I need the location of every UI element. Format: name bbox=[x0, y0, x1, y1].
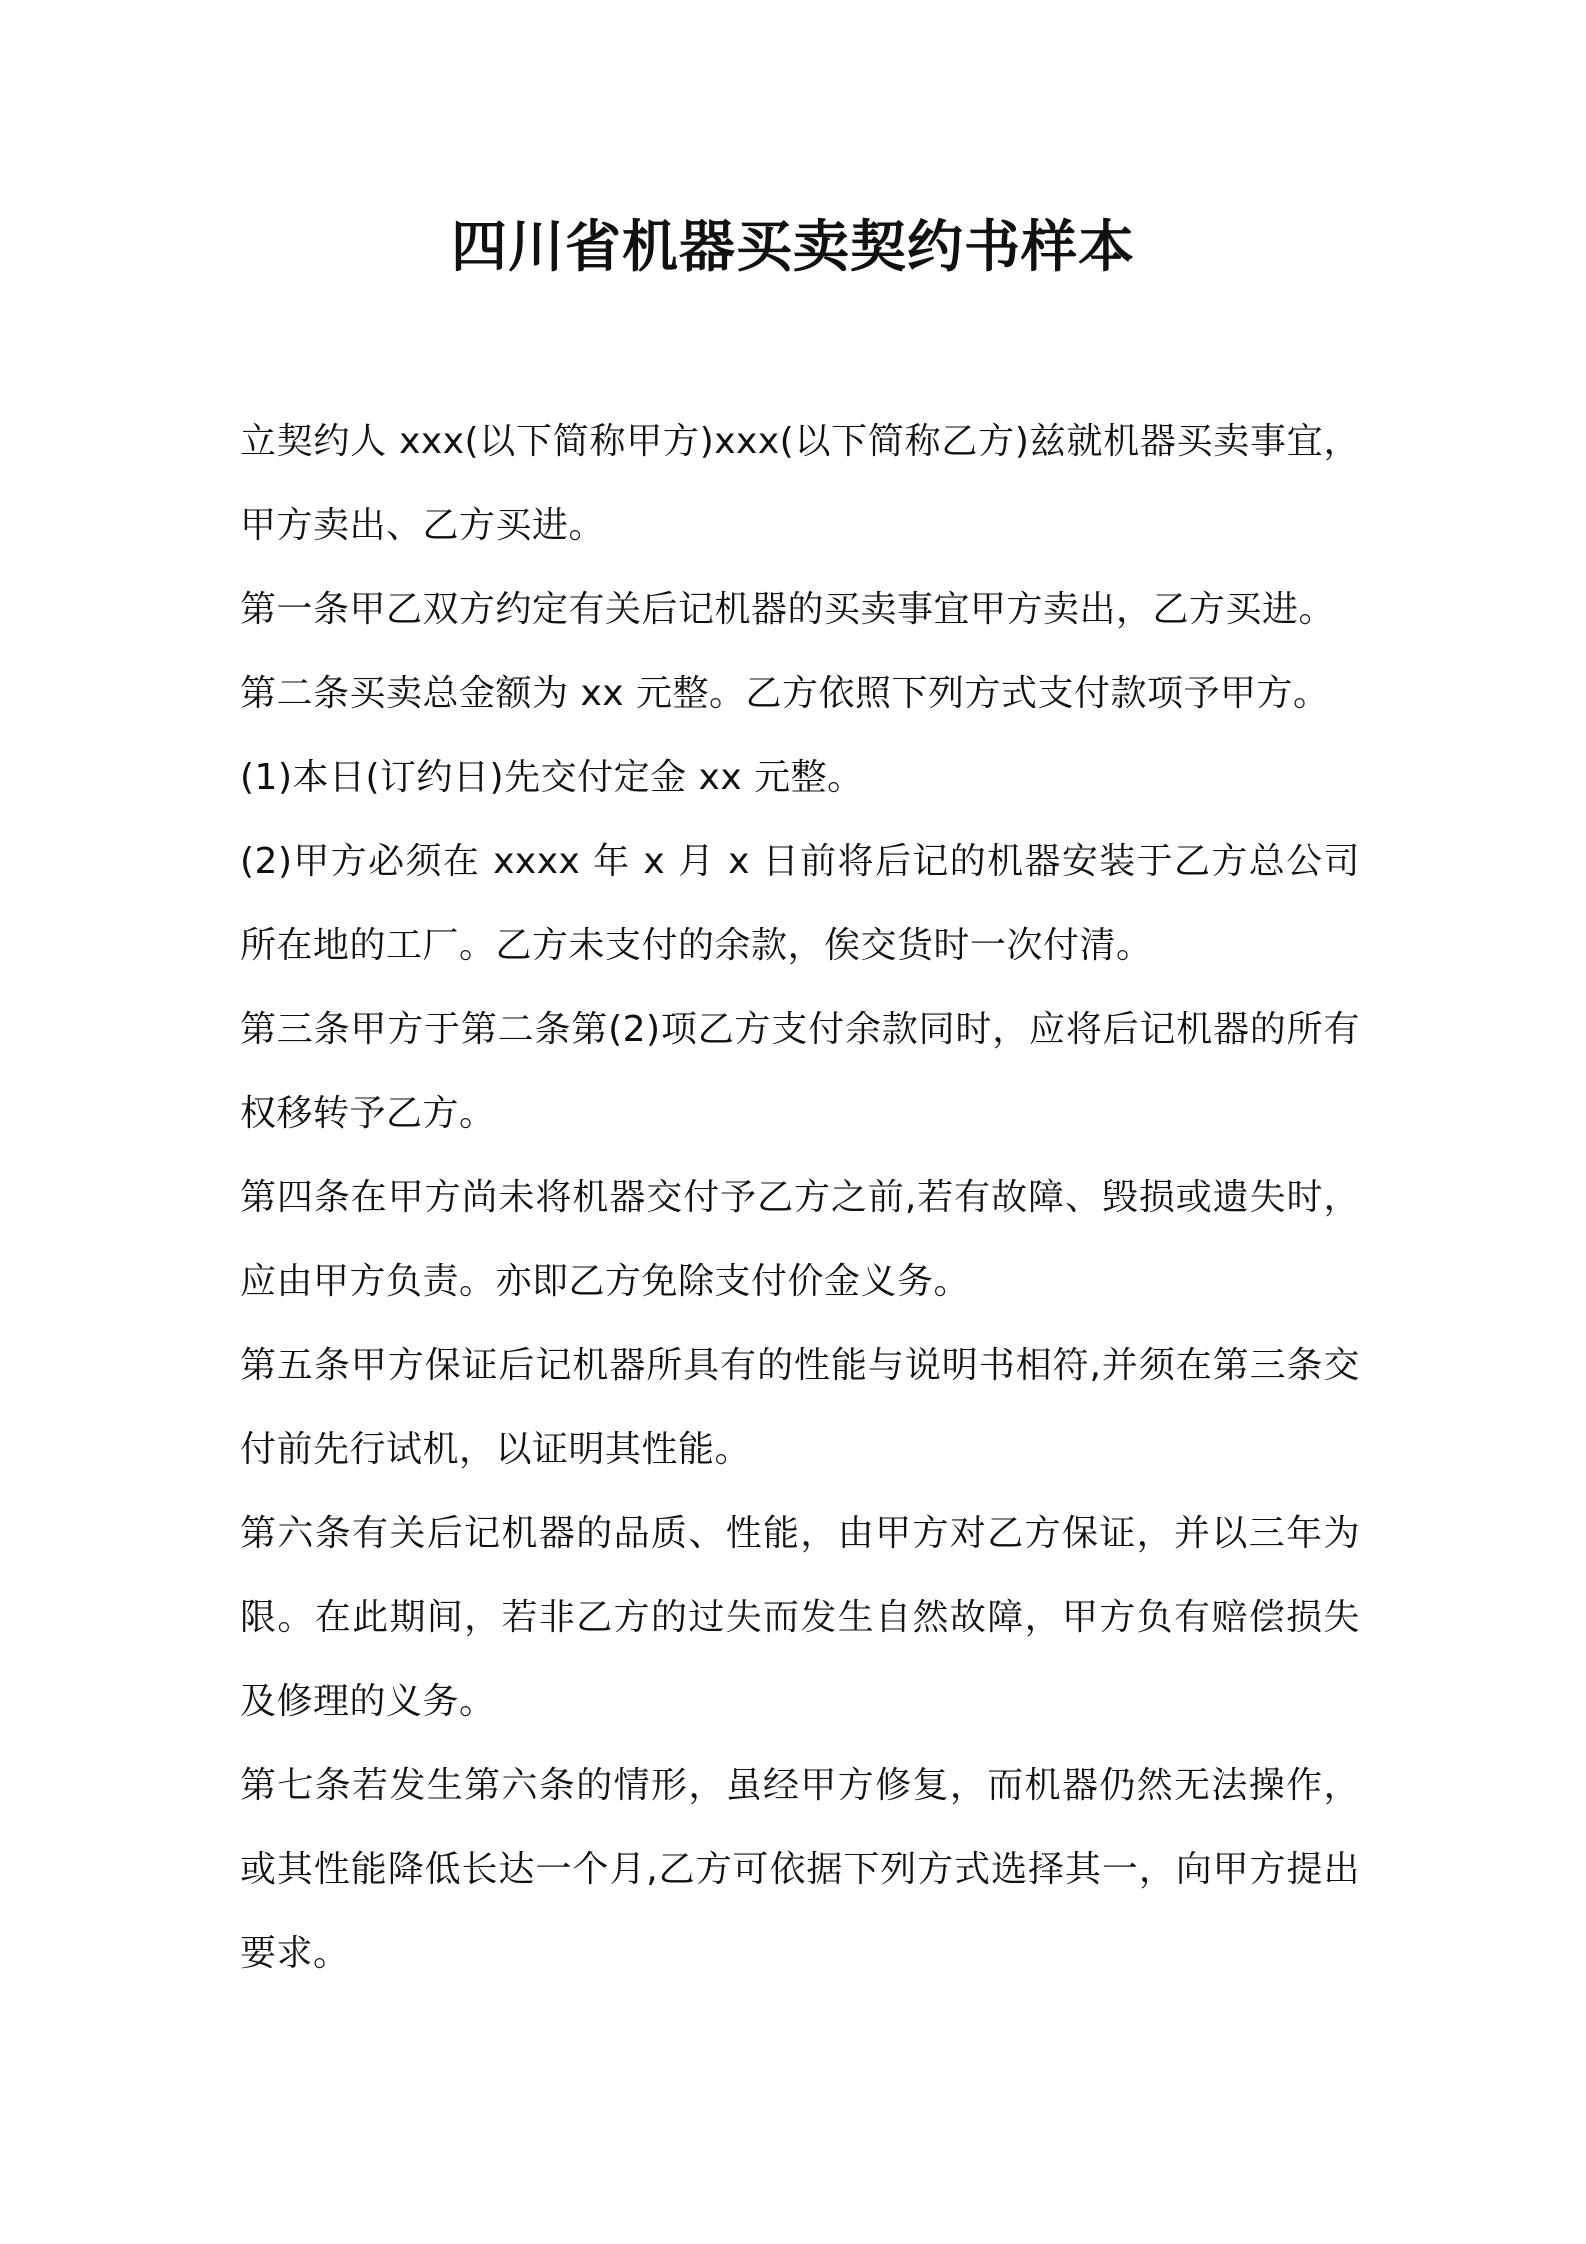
document-body bbox=[240, 400, 1360, 1996]
document-title: 四川省机器买卖契约书样本 bbox=[451, 215, 1135, 280]
paragraph-article-2-item-1: (1)本日(订约日)先交付定金 xx 元整。 bbox=[240, 757, 864, 798]
paragraph-article-4: 第四条在甲方尚未将机器交付予乙方之前,若有故障、毁损或遗失时，应由甲方负责。亦即乙方免除支付价金义务。 bbox=[240, 1177, 1360, 1302]
paragraph-article-6: 第六条有关后记机器的品质、性能，由甲方对乙方保证，并以三年为限。在此期间，若非乙方的过失而发生自然故障，甲方负有赔偿损失及修理的义务。 bbox=[240, 1513, 1360, 1722]
paragraph-article-2-item-2: (2)甲方必须在 xxxx 年 x 月 x 日前将后记的机器安装于乙方总公司所在地的工厂。乙方未支付的余款，俟交货时一次付清。 bbox=[240, 841, 1360, 966]
paragraph-article-7: 第七条若发生第六条的情形，虽经甲方修复，而机器仍然无法操作，或其性能降低长达一个月,乙方可依据下列方式选择其一，向甲方提出要求。 bbox=[240, 1765, 1360, 1974]
paragraph-article-3: 第三条甲方于第二条第(2)项乙方支付余款同时，应将后记机器的所有权移转予乙方。 bbox=[240, 1009, 1360, 1134]
paragraph-preamble: 立契约人 xxx(以下简称甲方)xxx(以下简称乙方)兹就机器买卖事宜，甲方卖出、乙方买进。 bbox=[240, 421, 1360, 546]
paragraph-article-2: 第二条买卖总金额为 xx 元整。乙方依照下列方式支付款项予甲方。 bbox=[240, 673, 1330, 714]
paragraph-article-1: 第一条甲乙双方约定有关后记机器的买卖事宜甲方卖出，乙方买进。 bbox=[240, 589, 1336, 630]
paragraph-article-5: 第五条甲方保证后记机器所具有的性能与说明书相符,并须在第三条交付前先行试机，以证明其性能。 bbox=[240, 1345, 1360, 1470]
